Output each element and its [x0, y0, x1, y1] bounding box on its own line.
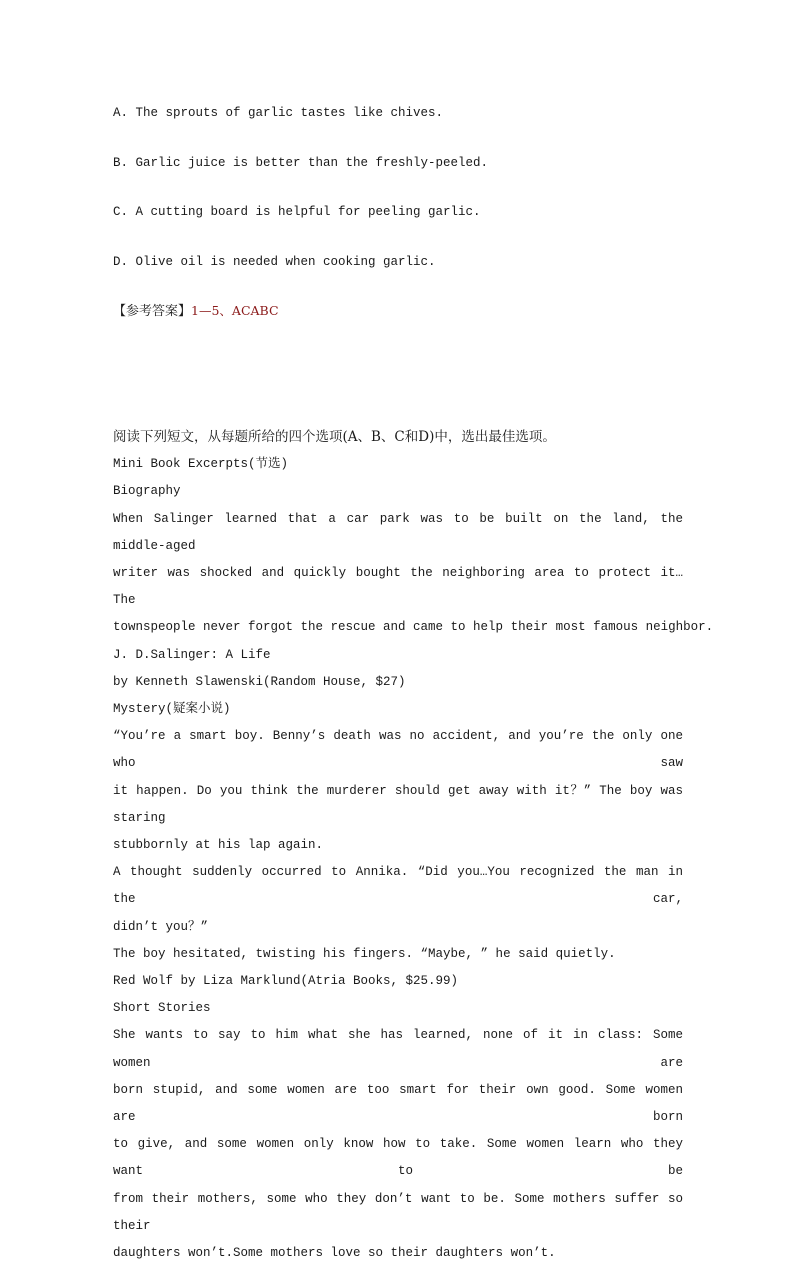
reading-passage [113, 424, 714, 1267]
short-stories-line: to give, and some women only know how to take. Some women learn who they want to be [113, 1137, 683, 1179]
biography-source-author: by Kenneth Slawenski(Random House, $27) [113, 674, 406, 689]
mystery-line: it happen. Do you think the murderer should get away with it？” The boy was staring [113, 783, 683, 825]
mystery-line: stubbornly at his lap again. [113, 838, 324, 853]
passage-instruction: 阅读下列短文，从每题所给的四个选项(A、B、C和D)中，选出最佳选项。 [113, 429, 556, 445]
mystery-line: “You’re a smart boy. Benny’s death was no accident, and you’re the only one who saw [113, 729, 683, 771]
section-heading-biography: Biography [113, 484, 181, 499]
answer-label: 【参考答案】 [113, 304, 192, 319]
reference-answer [113, 303, 279, 320]
mystery-line: The boy hesitated, twisting his fingers. “Maybe, ” he said quietly. [113, 946, 616, 961]
passage-title: Mini Book Excerpts(节选) [113, 457, 289, 472]
mystery-source: Red Wolf by Liza Marklund(Atria Books, $25.99) [113, 974, 459, 989]
section-heading-mystery: Mystery(疑案小说) [113, 702, 231, 717]
short-stories-line: born stupid, and some women are too smart for their own good. Some women are born [113, 1082, 683, 1125]
option-d: D. Olive oil is needed when cooking garlic. [113, 255, 436, 269]
short-stories-line: She wants to say to him what she has learned, none of it in class: Some women are [113, 1028, 683, 1070]
section-heading-short-stories: Short Stories [113, 1001, 211, 1016]
mystery-line: didn’t you？” [113, 919, 209, 934]
biography-line: When Salinger learned that a car park was to be built on the land, the middle-aged [113, 511, 683, 553]
option-a: A. The sprouts of garlic tastes like chives. [113, 106, 444, 120]
mystery-line: A thought suddenly occurred to Annika. “Did you…You recognized the man in the car, [113, 865, 683, 907]
biography-line: writer was shocked and quickly bought the neighboring area to protect it… The [113, 566, 683, 608]
short-stories-line: from their mothers, some who they don’t want to be. Some mothers suffer so their [113, 1191, 683, 1233]
biography-source-title: J. D.Salinger: A Life [113, 647, 271, 662]
option-c: C. A cutting board is helpful for peeling garlic. [113, 205, 481, 219]
option-b: B. Garlic juice is better than the freshly-peeled. [113, 156, 489, 170]
short-stories-line: daughters won’t.Some mothers love so their daughters won’t. [113, 1246, 556, 1261]
answer-value: 1—5、ACABC [191, 303, 279, 318]
biography-line: townspeople never forgot the rescue and came to help their most famous neighbor. [113, 620, 714, 635]
